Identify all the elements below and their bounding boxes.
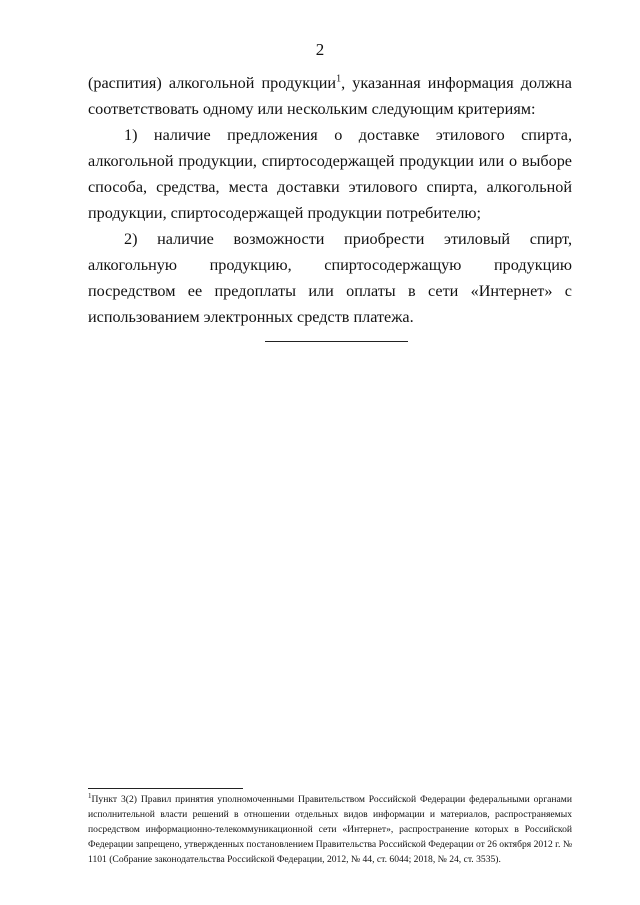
section-end-divider [265,341,408,342]
paragraph-continuation-text-end: , указанная информация должна соответствовать одному или нескольким следующим критериям: [88,74,572,118]
footnote-divider [88,788,243,789]
footnote-text: Пункт 3(2) Правил принятия уполномоченными Правительством Российской Федерации федеральными органами исполнительной власти решений в отношении отдельных видов информации и материалов, распространяемых посредством информационно-телекоммуникационной сети «Интернет», распространение которых в Российской Федерации запрещено, утвержденных постановлением Правительства Российской Федерации от 26 октября 2012 г. № 1101 (Собрание законодательства Российской Федерации, 2012, № 44, ст. 6044; 2018, № 24, ст. 3535). [88,794,572,865]
footnote [88,792,572,867]
page-number: 2 [315,40,325,59]
criterion-item-1: 1) наличие предложения о доставке этилового спирта, алкогольной продукции, спиртосодержащей продукции или о выборе способа, средства, места доставки этилового спирта, алкогольной продукции, спиртосодержащей продукции потребителю; [88,126,572,222]
paragraph-continuation-text-start: (распития) алкогольной продукции [88,74,337,92]
body-text [88,70,572,330]
footnote-reference: 1 [336,73,342,85]
criterion-item-2: 2) наличие возможности приобрести этиловый спирт, алкогольную продукцию, спиртосодержащую продукцию посредством ее предоплаты или оплаты в сети «Интернет» с использованием электронных средств платежа. [88,230,572,326]
paragraph-continuation [88,70,572,122]
footnote-marker: 1 [88,791,92,800]
